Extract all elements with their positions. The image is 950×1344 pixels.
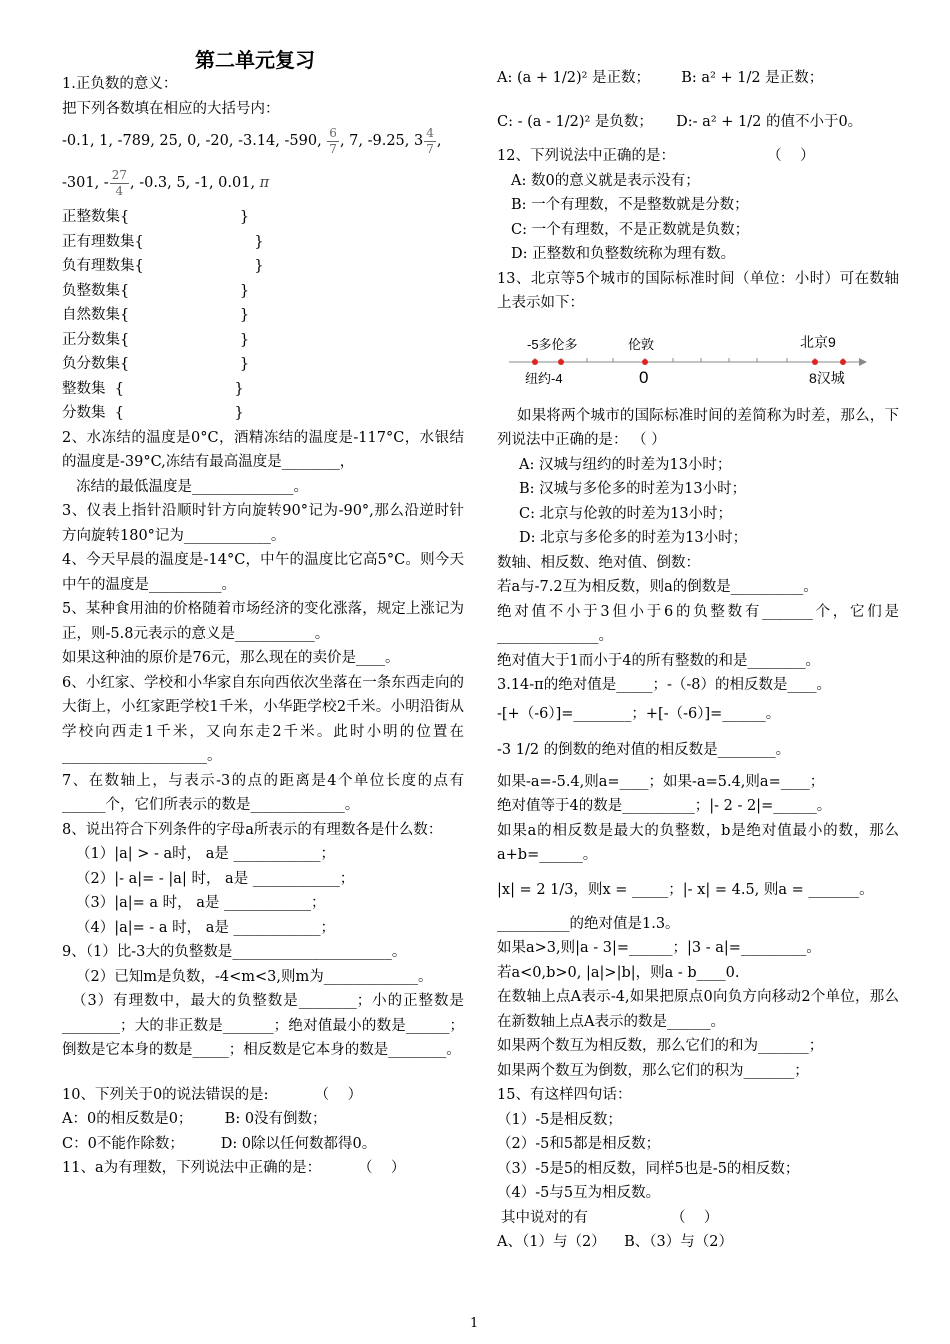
q1-instruction: 把下列各数填在相应的大括号内： — [62, 100, 280, 117]
q1-nums-a: -0.1, 1, -789, 25, 0, -20, -3.14, -590, — [62, 133, 322, 149]
q1-heading: 1.正负数的意义： — [62, 76, 178, 92]
fraction-6-7: $\frac{6}{7}$ — [329, 125, 337, 156]
q11-option-a: A: (a + 1/2)² 是正数； — [497, 70, 651, 86]
q12-option-a: A: 数0的意义就是表示没有； — [511, 172, 700, 189]
q1-numbers-line1: -0.1, 1, -789, 25, 0, -20, -3.14, -590, $\frac{6}{7}$ , 7, -9.25, 3 $\frac{4}{7}$ , — [62, 125, 442, 156]
point-london — [642, 359, 648, 365]
label-toronto: -5多伦多 — [527, 336, 578, 352]
label-seoul: 8汉城 — [809, 369, 845, 386]
statement-14: 在数轴上点A表示-4,如果把原点0向负方向移动2个单位，那么在新数轴上点A表示的数是______。 — [497, 989, 899, 1030]
q12-option-d: D: 正整数和负整数统称为理有数。 — [511, 246, 736, 262]
pi-symbol: π — [259, 175, 270, 191]
set-natural-numbers: 自然数集{ } — [62, 307, 250, 323]
set-negative-integers: 负整数集{ } — [62, 282, 250, 299]
label-london: 伦敦 — [628, 336, 655, 352]
question-3: 3、仪表上指针沿顺时针方向旋转90°记为-90°,那么沿逆时针方向旋转180°记为____________。 — [62, 503, 464, 544]
q12-option-b: B: 一个有理数，不是整数就是分数； — [511, 197, 749, 213]
statement-10: |x| = 2 1/3，则x = _____；|- x| = 4.5, 则a = _______。 — [497, 881, 874, 898]
question-5b: 如果这种油的原价是76元，那么现在的卖价是____。 — [62, 650, 400, 666]
q11-option-c: C: - (a - 1/2)² 是负数； — [497, 114, 653, 130]
q11-option-d: D:- a² + 1/2 的值不小于0。 — [676, 114, 863, 130]
question-15: 15、有这样四句话： — [497, 1087, 632, 1103]
label-beijing: 北京9 — [800, 333, 836, 350]
statement-5: -[+（-6）]=________；+[-（-6）]=______。 — [497, 705, 781, 722]
q1-numbers-line2 — [62, 161, 464, 205]
question-10-ab: A：0的相反数是0； B: 0没有倒数； — [62, 1111, 327, 1127]
statement-9: 如果a的相反数是最大的负整数，b是绝对值最小的数，那么a+b=______。 — [497, 822, 899, 863]
statement-15: 如果两个数互为相反数，那么它们的和为_______； — [497, 1038, 824, 1054]
question-15b: 其中说对的有 （ ） — [501, 1209, 719, 1226]
statement-2: 绝对值不小于3但小于6的负整数有_______个，它们是______________。 — [497, 603, 899, 644]
set-positive-integers: 正整数集{ } — [62, 209, 250, 225]
q1-nums-e: , -0.3, 5, -1, 0.01, — [129, 175, 256, 191]
statement-7: 如果-a=-5.4,则a=____；如果-a=5.4,则a=____； — [497, 773, 825, 790]
q8-item-2: （2）|- a|= - |a| 时， a是 ____________； — [76, 870, 355, 887]
statement-12: 如果a>3,则|a - 3|=______；|3 - a|=_________。 — [497, 940, 821, 956]
q15-item-3: （3）-5是5的相反数，同样5也是-5的相反数； — [497, 1160, 800, 1177]
axis-ticks — [535, 358, 843, 362]
section-heading: 数轴、相反数、绝对值、倒数： — [497, 554, 700, 571]
q11-options-ab — [497, 56, 899, 100]
label-zero: 0 — [639, 367, 649, 387]
question-2b: 冻结的最低温度是______________。 — [76, 478, 308, 495]
set-positive-fractions: 正分数集{ } — [62, 331, 250, 348]
set-negative-rationals: 负有理数集{ } — [62, 258, 264, 274]
q13-option-c: C: 北京与伦敦的时差为13小时； — [519, 505, 733, 522]
q15-item-1: （1）-5是相反数； — [497, 1111, 622, 1128]
fraction-3-4-7: $\frac{4}{7}$ — [426, 125, 434, 156]
set-positive-rationals: 正有理数集{ } — [62, 233, 264, 250]
right-column — [497, 56, 899, 1255]
set-fractions: 分数集 { } — [62, 405, 244, 421]
page-number: 1 — [470, 1316, 479, 1331]
q15-item-4: （4）-5与5互为相反数。 — [497, 1185, 661, 1201]
axis-arrow — [859, 358, 867, 366]
question-2: 2、水冻结的温度是0°C，酒精冻结的温度是-117°C，水银结的温度是-39°C,冻结有最高温度是________， — [62, 429, 464, 470]
statement-11: __________的绝对值是1.3。 — [497, 915, 680, 932]
statement-6: -3 1/2 的倒数的绝对值的相反数是________。 — [497, 741, 791, 758]
question-6: 6、小红家、学校和小华家自东向西依次坐落在一条东西走向的大街上，小红家距学校1千米，小华距学校2千米。小明沿街从学校向西走1千米，又向东走2千米。此时小明的位置在____________________。 — [62, 674, 464, 764]
question-5: 5、某种食用油的价格随着市场经济的变化涨落，规定上涨记为正，则-5.8元表示的意义是___________。 — [62, 601, 464, 642]
q11-options-cd — [497, 100, 899, 144]
page-title: 第二单元复习 — [195, 48, 315, 72]
point-toronto — [532, 359, 538, 365]
time-zone-number-line — [497, 328, 899, 398]
q1-nums-d: -301, - — [62, 175, 109, 191]
statement-4: 3.14-π的绝对值是_____；-（-8）的相反数是____。 — [497, 677, 831, 693]
question-9-1: 9、（1）比-3大的负整数是______________________。 — [62, 944, 407, 960]
statement-16: 如果两个数互为倒数，那么它们的积为_______； — [497, 1062, 809, 1079]
q13-option-b: B: 汉城与多伦多的时差为13小时； — [519, 481, 747, 497]
question-9-2: （2）已知m是负数，-4<m<3,则m为_____________。 — [76, 968, 433, 985]
statement-13: 若a<0,b>0, |a|>|b|，则a - b____0. — [497, 964, 740, 981]
q15-options: A、（1）与（2） B、（3）与（2） — [497, 1234, 733, 1250]
question-11: 11、a为有理数，下列说法中正确的是： （ ） — [62, 1160, 406, 1176]
question-7: 7、在数轴上，与表示-3的点的距离是4个单位长度的点有______个，它们所表示的数是_____________。 — [62, 772, 464, 813]
question-10: 10、下列关于0的说法错误的是: （ ） — [62, 1086, 363, 1103]
question-12: 12、下列说法中正确的是： （ ） — [497, 148, 815, 164]
left-column — [62, 72, 464, 1181]
q12-option-c: C: 一个有理数，不是正数就是负数； — [511, 221, 750, 238]
q8-item-3: （3）|a|= a 时， a是 ____________； — [76, 895, 326, 911]
question-10-cd: C：0不能作除数； D: 0除以任何数都得0。 — [62, 1135, 377, 1152]
set-integers: 整数集 { } — [62, 380, 244, 397]
question-13b: 如果将两个城市的国际标准时间的差简称为时差，那么，下列说法中正确的是： （ ） — [497, 407, 899, 448]
question-13: 13、北京等5个城市的国际标准时间（单位：小时）可在数轴上表示如下： — [497, 270, 899, 311]
q1-nums-b: , 7, -9.25, 3 — [339, 133, 424, 149]
question-4: 4、今天早晨的温度是-14°C，中午的温度比它高5°C。则今天中午的温度是__________。 — [62, 552, 464, 593]
point-seoul — [812, 359, 818, 365]
fraction-27-4: $\frac{27}{4}$ — [111, 167, 127, 198]
q13-option-a: A: 汉城与纽约的时差为13小时； — [519, 456, 732, 473]
statement-1: 若a与-7.2互为相反数，则a的倒数是__________。 — [497, 579, 818, 595]
question-9-3: （3）有理数中，最大的负整数是________；小的正整数是________；大的非正数是_______；绝对值最小的数是______；倒数是它本身的数是_____；相反数是它本身的数是________。 — [62, 993, 464, 1058]
q15-item-2: （2）-5和5都是相反数； — [497, 1136, 661, 1152]
question-8: 8、说出符合下列条件的字母a所表示的有理数各是什么数： — [62, 821, 443, 838]
point-beijing — [840, 359, 846, 365]
statement-8: 绝对值等于4的数是__________；|- 2 - 2|=______。 — [497, 798, 832, 814]
q13-option-d: D: 北京与多伦多的时差为13小时； — [519, 530, 748, 546]
set-negative-fractions: 负分数集{ } — [62, 356, 250, 372]
statement-3: 绝对值大于1而小于4的所有整数的和是________。 — [497, 652, 820, 669]
q8-item-1: （1）|a| > - a时， a是 ____________； — [76, 846, 336, 862]
q11-option-b: B: a² + 1/2 是正数； — [681, 70, 824, 86]
q8-item-4: （4）|a|= - a 时， a是 ____________； — [76, 919, 336, 936]
point-new-york — [558, 359, 564, 365]
label-new-york: 纽约-4 — [525, 370, 563, 386]
